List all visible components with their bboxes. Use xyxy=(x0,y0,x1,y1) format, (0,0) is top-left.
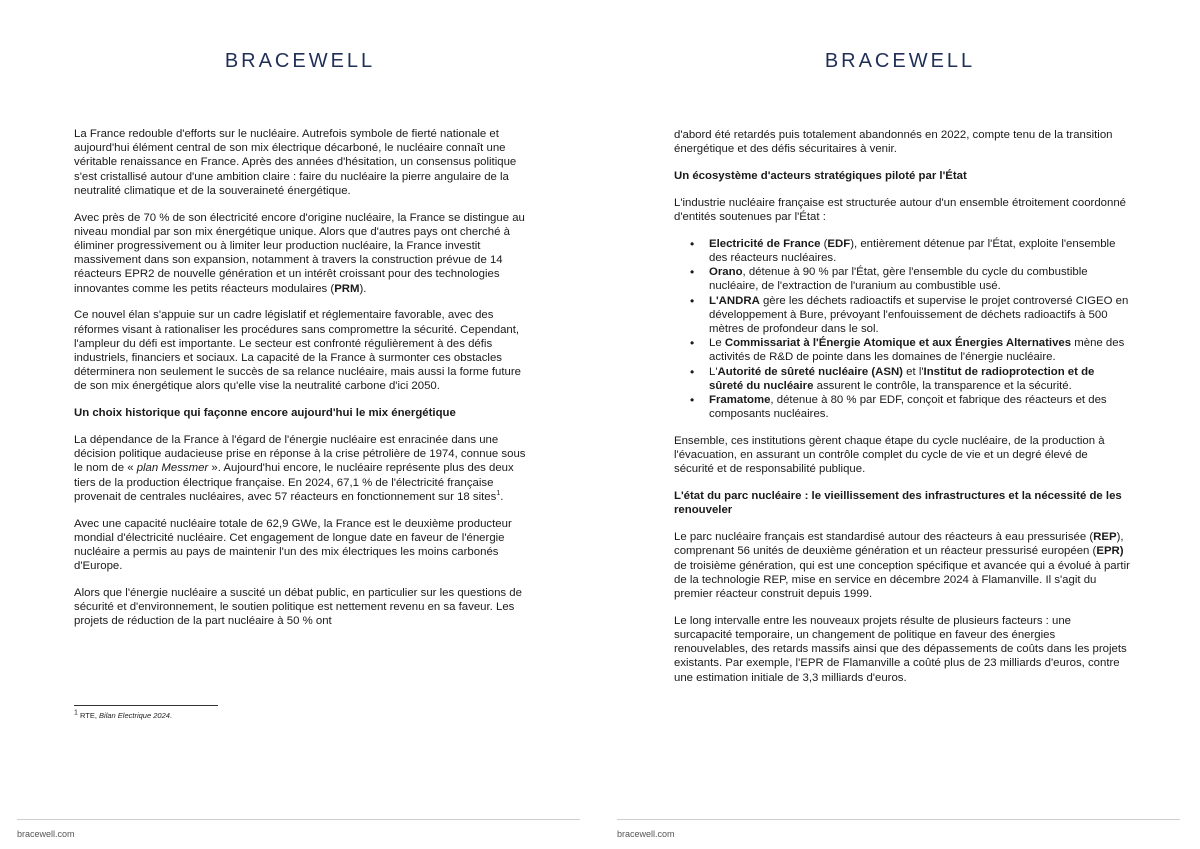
footer-divider xyxy=(17,819,580,820)
list-item: • L'ANDRA gère les déchets radioactifs et supervise le projet controversé CIGEO en développement à Bure, prévoyant l'enfouissement de déchets radioactifs à 500 mètres de profondeur dans le sol. xyxy=(709,294,1130,337)
page-right xyxy=(600,0,1200,849)
paragraph: Avec près de 70 % de son électricité encore d'origine nucléaire, la France se distingue au niveau mondial par son mix énergétique unique. Alors que d'autres pays ont cherché à éliminer progressivement ou à limiter leur production nucléaire, la France investit massivement dans son expansion, notamment à travers la construction prévue de 14 réacteurs EPR2 de nouvelle génération et un intérêt croissant pour des technologies innovantes comme les petits réacteurs modulaires (PRM). xyxy=(74,211,525,295)
list-item: • Electricité de France (EDF), entièrement détenue par l'État, exploite l'ensemble des réacteurs nucléaires. xyxy=(709,237,1130,265)
paragraph: L'industrie nucléaire française est structurée autour d'un ensemble étroitement coordonné d'entités soutenues par l'État : xyxy=(674,196,1127,223)
paragraph: Avec une capacité nucléaire totale de 62,9 GWe, la France est le deuxième producteur mondial d'électricité nucléaire. Cet engagement de longue date en faveur de l'énergie nucléaire a permis au pays de maintenir l'un des mix électriques les moins carbonés d'Europe. xyxy=(74,517,512,573)
paragraph: La dépendance de la France à l'égard de l'énergie nucléaire est enracinée dans une décision politique audacieuse prise en réponse à la crise pétrolière de 1974, connue sous le nom de « plan Messmer ». Aujourd'hui encore, le nucléaire représente plus des deux tiers de la production électrique française. En 2024, 67,1 % de l'électricité française provenait de centrales nucléaires, avec 57 réacteurs en fonctionnement sur 18 sites$^1$. xyxy=(74,434,526,503)
footnote-ref: 1 xyxy=(496,490,501,498)
paragraph: Ensemble, ces institutions gèrent chaque étape du cycle nucléaire, de la production à l'évacuation, en assurant un contrôle complet du cycle de vie et un degré élevé de sécurité et de responsabilité publique. xyxy=(674,435,1105,476)
footnote-divider xyxy=(74,705,218,706)
footer-divider xyxy=(617,819,1180,820)
footnote: $^1$ RTE, Bilan Electrique 2024. xyxy=(74,709,173,720)
section-heading: L'état du parc nucléaire : le vieillissement des infrastructures et la nécessité de les renouveler xyxy=(674,490,1122,517)
list-item: • Le Commissariat à l'Énergie Atomique et aux Énergies Alternatives mène des activités de R&D de pointe dans les domaines de l'énergie nucléaire. xyxy=(709,336,1130,364)
page-right-content xyxy=(674,128,1130,697)
paragraph: d'abord été retardés puis totalement abandonnés en 2022, compte tenu de la transition énergétique et des défis sécuritaires à venir. xyxy=(674,129,1113,156)
list-item: • Orano, détenue à 90 % par l'État, gère l'ensemble du cycle du combustible nucléaire, de l'extraction de l'uranium au combustible usé. xyxy=(709,265,1130,293)
entity-list xyxy=(674,237,1130,422)
section-heading: Un écosystème d'acteurs stratégiques piloté par l'État xyxy=(674,170,967,182)
brand-logo: BRACEWELL xyxy=(224,50,376,72)
paragraph: Le long intervalle entre les nouveaux projets résulte de plusieurs facteurs : une surcapacité temporaire, un changement de politique en faveur des énergies renouvelables, des retards massifs ainsi que des dépassements de coûts dans les projets existants. Par exemple, l'EPR de Flamanville a coûté plus de 23 milliards d'euros, contre une estimation initiale de 3,3 milliards d'euros. xyxy=(674,614,1127,684)
list-item: • L'Autorité de sûreté nucléaire (ASN) et l'Institut de radioprotection et de sûreté du nucléaire assurent le contrôle, la transparence et la sécurité. xyxy=(709,365,1130,393)
paragraph: Ce nouvel élan s'appuie sur un cadre législatif et réglementaire favorable, avec des réformes visant à rationaliser les procédures sans compromettre la sécurité. Cependant, l'ampleur du défi est importante. Le secteur est confronté régulièrement à des défis industriels, financiers et sociaux. La capacité de la France à surmonter ces obstacles déterminera non seulement le succès de sa relance nucléaire, mais aussi la forme future de son mix énergétique alors qu'elle vise la neutralité carbone d'ici 2050. xyxy=(74,309,521,393)
footer-link[interactable]: bracewell.com xyxy=(17,829,75,839)
list-item: • Framatome, détenue à 80 % par EDF, conçoit et fabrique des réacteurs et des composants nucléaires. xyxy=(709,393,1130,421)
paragraph: Alors que l'énergie nucléaire a suscité un débat public, en particulier sur les questions de sécurité et d'environnement, le soutien politique est nettement revenu en sa faveur. Les projets de réduction de la part nucléaire à 50 % ont xyxy=(74,587,522,628)
brand-logo: BRACEWELL xyxy=(824,50,976,72)
page-left-content xyxy=(74,127,530,641)
section-heading: Un choix historique qui façonne encore aujourd'hui le mix énergétique xyxy=(74,407,456,420)
footer-link[interactable]: bracewell.com xyxy=(617,829,675,839)
paragraph: La France redouble d'efforts sur le nucléaire. Autrefois symbole de fierté nationale et aujourd'hui élément central de son mix électrique décarboné, le nucléaire connaît une véritable renaissance en France. Après des années d'hésitation, un consensus politique s'est cristallisé autour d'une ambition claire : faire du nucléaire la pierre angulaire de la neutralité climatique et de la souveraineté énergétique. xyxy=(74,128,517,197)
paragraph: Le parc nucléaire français est standardisé autour des réacteurs à eau pressurisée (REP), comprenant 56 unités de deuxième génération et un réacteur pressurisé européen (EPR) de troisième génération, qui est une conception spécifique et avancée qui a évolué à partir de la technologie REP, mise en service en décembre 2024 à Flamanville. Il s'agit du premier réacteur construit depuis 1999. xyxy=(674,531,1130,601)
